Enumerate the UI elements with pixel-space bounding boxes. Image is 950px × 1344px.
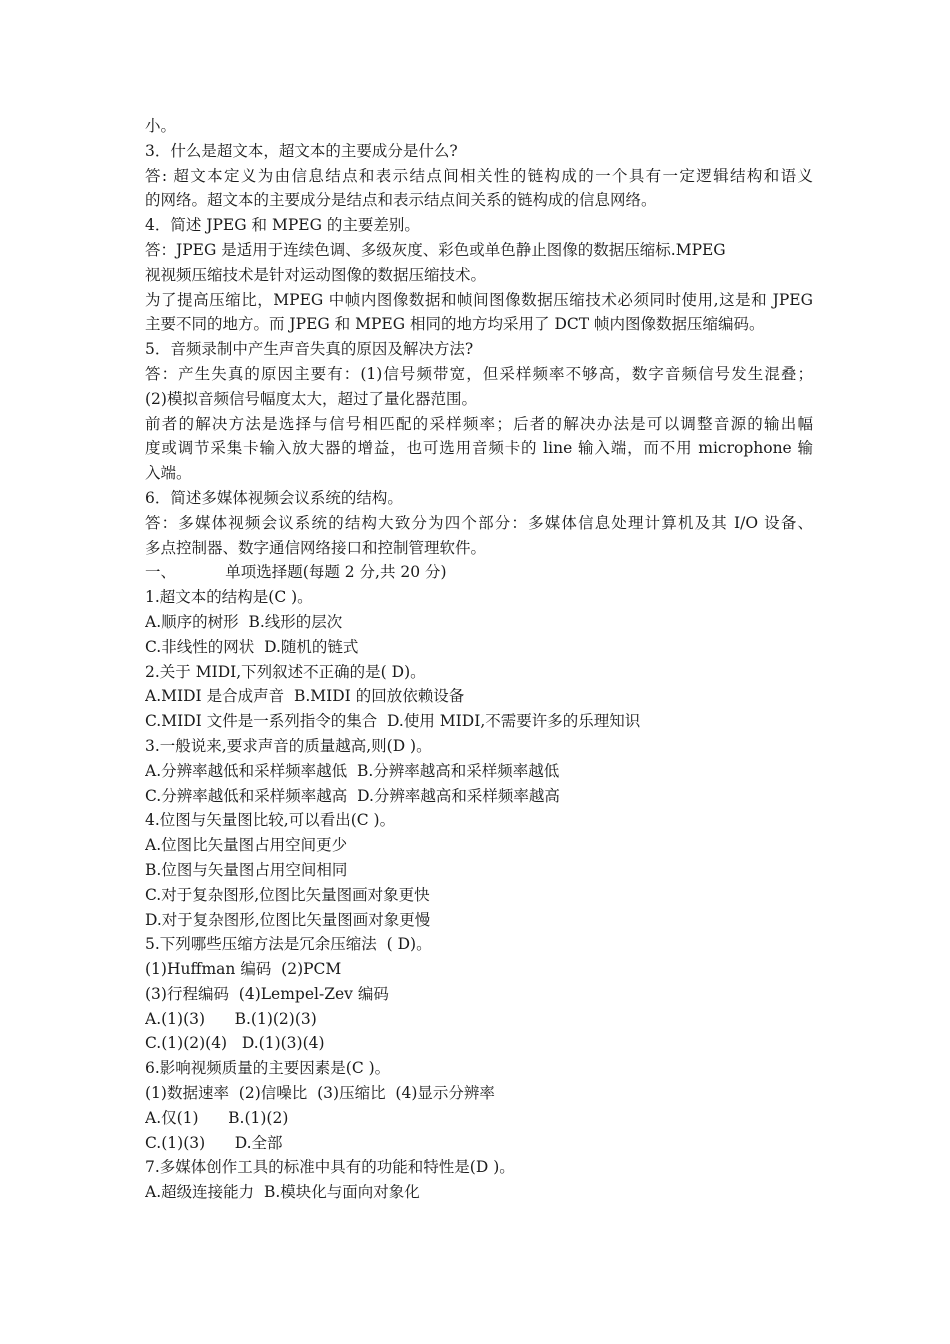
- mcq-options: A.仅(1) B.(1)(2): [145, 1108, 289, 1127]
- mcq-question: 7.多媒体创作工具的标准中具有的功能和特性是(D )。: [145, 1158, 515, 1177]
- mcq-option: A.位图比矢量图占用空间更少: [145, 836, 348, 855]
- answer-text: 入端。: [145, 464, 192, 483]
- question-heading: 6．简述多媒体视频会议系统的结构。: [145, 488, 403, 507]
- mcq-question: 2.关于 MIDI,下列叙述不正确的是( D)。: [145, 662, 426, 681]
- section-heading: 一、 单项选择题(每题 2 分,共 20 分): [145, 563, 447, 582]
- text-line: 小。: [145, 117, 177, 135]
- answer-text: 的网络。超文本的主要成分是结点和表示结点间关系的链构成的信息网络。: [145, 191, 657, 210]
- mcq-options: C.(1)(3) D.全部: [145, 1133, 283, 1152]
- question-heading: 4．简述 JPEG 和 MPEG 的主要差别。: [145, 216, 420, 235]
- answer-text: 视视频压缩技术是针对运动图像的数据压缩技术。: [145, 265, 487, 284]
- answer-text: 为了提高压缩比，MPEG 中帧内图像数据和帧间图像数据压缩技术必须同时使用,这是和 JPEG: [145, 290, 813, 309]
- answer-text: 答：多媒体视频会议系统的结构大致分为四个部分：多媒体信息处理计算机及其 I/O 设备、: [145, 513, 813, 532]
- mcq-options: A.(1)(3) B.(1)(2)(3): [145, 1009, 317, 1028]
- mcq-options: A.超级连接能力 B.模块化与面向对象化: [145, 1183, 420, 1202]
- mcq-options: A.顺序的树形 B.线形的层次: [145, 612, 343, 631]
- mcq-item: (1)数据速率 (2)信噪比 (3)压缩比 (4)显示分辨率: [145, 1084, 495, 1103]
- mcq-options: C.MIDI 文件是一系列指令的集合 D.使用 MIDI,不需要许多的乐理知识: [145, 712, 641, 731]
- answer-text: 答：JPEG 是适用于连续色调、多级灰度、彩色或单色静止图像的数据压缩标.MPEG: [145, 240, 726, 259]
- mcq-item: (3)行程编码 (4)Lempel-Zev 编码: [145, 984, 389, 1003]
- mcq-item: (1)Huffman 编码 (2)PCM: [145, 960, 342, 979]
- question-heading: 5．音频录制中产生声音失真的原因及解决方法?: [145, 340, 474, 359]
- mcq-option: D.对于复杂图形,位图比矢量图画对象更慢: [145, 910, 431, 929]
- mcq-options: A.MIDI 是合成声音 B.MIDI 的回放依赖设备: [145, 687, 465, 706]
- mcq-question: 4.位图与矢量图比较,可以看出(C )。: [145, 811, 396, 830]
- mcq-option: B.位图与矢量图占用空间相同: [145, 860, 348, 879]
- answer-text: 多点控制器、数字通信网络接口和控制管理软件。: [145, 538, 487, 557]
- answer-text: 前者的解决方法是选择与信号相匹配的采样频率；后者的解决办法是可以调整音源的输出幅: [145, 414, 813, 433]
- mcq-options: C.分辨率越低和采样频率越高 D.分辨率越高和采样频率越高: [145, 786, 560, 805]
- mcq-question: 5.下列哪些压缩方法是冗余压缩法 ( D)。: [145, 935, 432, 954]
- mcq-question: 1.超文本的结构是(C )。: [145, 588, 313, 607]
- answer-text: 主要不同的地方。而 JPEG 和 MPEG 相同的地方均采用了 DCT 帧内图像数据压缩编码。: [145, 315, 765, 334]
- mcq-question: 6.影响视频质量的主要因素是(C )。: [145, 1059, 391, 1078]
- answer-text: 度或调节采集卡输入放大器的增益，也可选用音频卡的 line 输入端，而不用 microphone 输: [145, 439, 813, 458]
- document-page: [145, 114, 813, 1205]
- answer-text: 答：产生失真的原因主要有：(1)信号频带宽，但采样频率不够高，数字音频信号发生混叠；: [145, 364, 813, 383]
- question-heading: 3．什么是超文本，超文本的主要成分是什么?: [145, 141, 458, 160]
- mcq-question: 3.一般说来,要求声音的质量越高,则(D )。: [145, 736, 432, 755]
- mcq-options: C.(1)(2)(4) D.(1)(3)(4): [145, 1034, 325, 1053]
- answer-text: (2)模拟音频信号幅度太大，超过了量化器范围。: [145, 389, 477, 408]
- mcq-options: C.非线性的网状 D.随机的链式: [145, 637, 359, 656]
- answer-text: 答: 超文本定义为由信息结点和表示结点间相关性的链构成的一个具有一定逻辑结构和语义: [145, 166, 813, 185]
- mcq-options: A.分辨率越低和采样频率越低 B.分辨率越高和采样频率越低: [145, 761, 560, 780]
- mcq-option: C.对于复杂图形,位图比矢量图画对象更快: [145, 885, 430, 904]
